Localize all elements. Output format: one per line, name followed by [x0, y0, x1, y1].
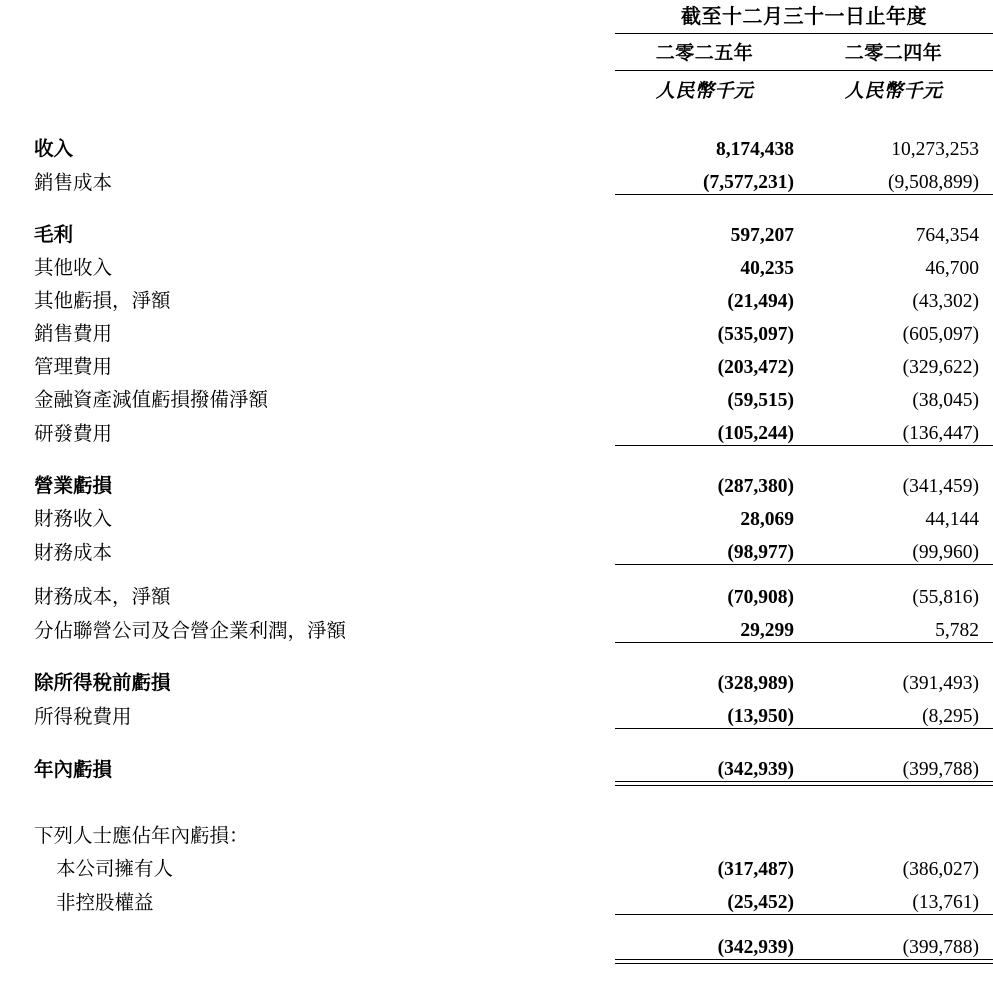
- row-value-2024: 44,144: [925, 509, 979, 530]
- header-year-2025: 二零二五年: [615, 34, 804, 71]
- row-value-2025: (59,515): [727, 390, 794, 411]
- row-spacer: [0, 565, 993, 577]
- table-row: [0, 412, 993, 446]
- double-rule-spacer: [0, 782, 993, 797]
- row-label: 下列人士應佔年內虧損：: [34, 826, 249, 847]
- row-label: 除所得稅前虧損: [34, 673, 171, 694]
- table-row: [0, 465, 993, 498]
- double-rule-spacer: [0, 960, 993, 975]
- row-value-2025: (342,939): [615, 926, 804, 960]
- row-label: 所得稅費用: [34, 706, 132, 728]
- table-row: [0, 848, 993, 881]
- table-row: [0, 346, 993, 379]
- row-value-2025: [615, 815, 804, 848]
- row-value-2024: (391,493): [902, 673, 979, 694]
- row-label: 本公司擁有人: [56, 859, 174, 880]
- header-year-2024: 二零二四年: [804, 34, 993, 71]
- header-blank-cell: [0, 0, 615, 34]
- row-label: 財務成本，淨額: [34, 587, 171, 608]
- row-label: [0, 926, 615, 960]
- row-label: 毛利: [34, 225, 74, 246]
- row-value-2024: (399,788): [804, 926, 993, 960]
- row-spacer: [0, 729, 993, 749]
- table-row: [0, 609, 993, 643]
- row-value-2024: (8,295): [804, 695, 993, 729]
- row-value-2024: (386,027): [902, 859, 979, 880]
- row-value-2024: 46,700: [925, 258, 979, 279]
- table-row: [0, 313, 993, 346]
- row-value-2025: (105,244): [615, 412, 804, 446]
- row-value-2024: (55,816): [912, 587, 979, 608]
- row-value-2025: (287,380): [717, 476, 794, 497]
- row-spacer: [0, 643, 993, 663]
- row-label: 非控股權益: [56, 892, 154, 914]
- row-value-2025: (535,097): [717, 324, 794, 345]
- table-row: [0, 128, 993, 161]
- table-row: [0, 379, 993, 412]
- row-label: 管理費用: [34, 357, 113, 378]
- row-value-2024: (399,788): [804, 748, 993, 782]
- row-value-2025: (70,908): [727, 587, 794, 608]
- row-value-2024: (136,447): [804, 412, 993, 446]
- row-label: 財務收入: [34, 509, 113, 530]
- header-period-title: 截至十二月三十一日止年度: [615, 0, 993, 34]
- table-row: [0, 247, 993, 280]
- row-label: 年內虧損: [34, 759, 113, 781]
- row-spacer: [0, 915, 993, 927]
- row-value-2025: (203,472): [717, 357, 794, 378]
- row-value-2024: 764,354: [915, 225, 979, 246]
- row-spacer: [0, 796, 993, 815]
- header-blank-cell-3: [0, 71, 615, 110]
- header-gap-row: [0, 109, 993, 128]
- row-value-2024: (605,097): [902, 324, 979, 345]
- row-label: 財務成本: [34, 542, 113, 564]
- row-spacer: [0, 195, 993, 215]
- table-row: [0, 815, 993, 848]
- row-value-2025: 597,207: [730, 225, 794, 246]
- header-blank-cell-2: [0, 34, 615, 71]
- table-row: [0, 576, 993, 609]
- row-label: 研發費用: [34, 423, 113, 445]
- row-value-2024: (341,459): [902, 476, 979, 497]
- row-value-2025: (7,577,231): [615, 161, 804, 195]
- row-value-2025: 29,299: [615, 609, 804, 643]
- row-value-2024: 10,273,253: [891, 139, 979, 160]
- table-row: [0, 748, 993, 782]
- row-value-2025: (13,950): [615, 695, 804, 729]
- header-unit-row: [0, 71, 993, 110]
- table-row: [0, 881, 993, 915]
- row-value-2024: (99,960): [804, 531, 993, 565]
- row-value-2024: 5,782: [804, 609, 993, 643]
- row-label: 收入: [34, 139, 74, 160]
- row-label: 其他收入: [34, 258, 113, 279]
- table-row: [0, 280, 993, 313]
- table-row: [0, 662, 993, 695]
- row-value-2024: (329,622): [902, 357, 979, 378]
- row-value-2024: (43,302): [912, 291, 979, 312]
- header-unit-2025: 人民幣千元: [655, 81, 754, 102]
- row-value-2024: (9,508,899): [804, 161, 993, 195]
- row-value-2024: [804, 815, 993, 848]
- row-value-2025: (317,487): [717, 859, 794, 880]
- row-label: 營業虧損: [34, 476, 113, 497]
- row-value-2025: 8,174,438: [716, 139, 794, 160]
- row-value-2024: (13,761): [804, 881, 993, 915]
- table-row: [0, 498, 993, 531]
- table-row: [0, 161, 993, 195]
- row-label: 銷售費用: [34, 324, 113, 345]
- table-row: [0, 695, 993, 729]
- row-label: 銷售成本: [34, 172, 113, 194]
- row-value-2025: (328,989): [717, 673, 794, 694]
- row-spacer: [0, 446, 993, 466]
- header-period-row: [0, 0, 993, 34]
- row-value-2024: (38,045): [912, 390, 979, 411]
- row-value-2025: (98,977): [615, 531, 804, 565]
- row-value-2025: 40,235: [740, 258, 794, 279]
- row-value-2025: 28,069: [740, 509, 794, 530]
- header-year-row: [0, 34, 993, 71]
- row-value-2025: (25,452): [615, 881, 804, 915]
- row-label: 分佔聯營公司及合營企業利潤，淨額: [34, 620, 347, 642]
- row-value-2025: (342,939): [615, 748, 804, 782]
- header-unit-2024: 人民幣千元: [844, 81, 943, 102]
- row-label: 其他虧損，淨額: [34, 291, 171, 312]
- table-row: [0, 531, 993, 565]
- row-label: 金融資產減值虧損撥備淨額: [34, 390, 269, 411]
- table-row: [0, 926, 993, 960]
- table-row: [0, 214, 993, 247]
- row-value-2025: (21,494): [727, 291, 794, 312]
